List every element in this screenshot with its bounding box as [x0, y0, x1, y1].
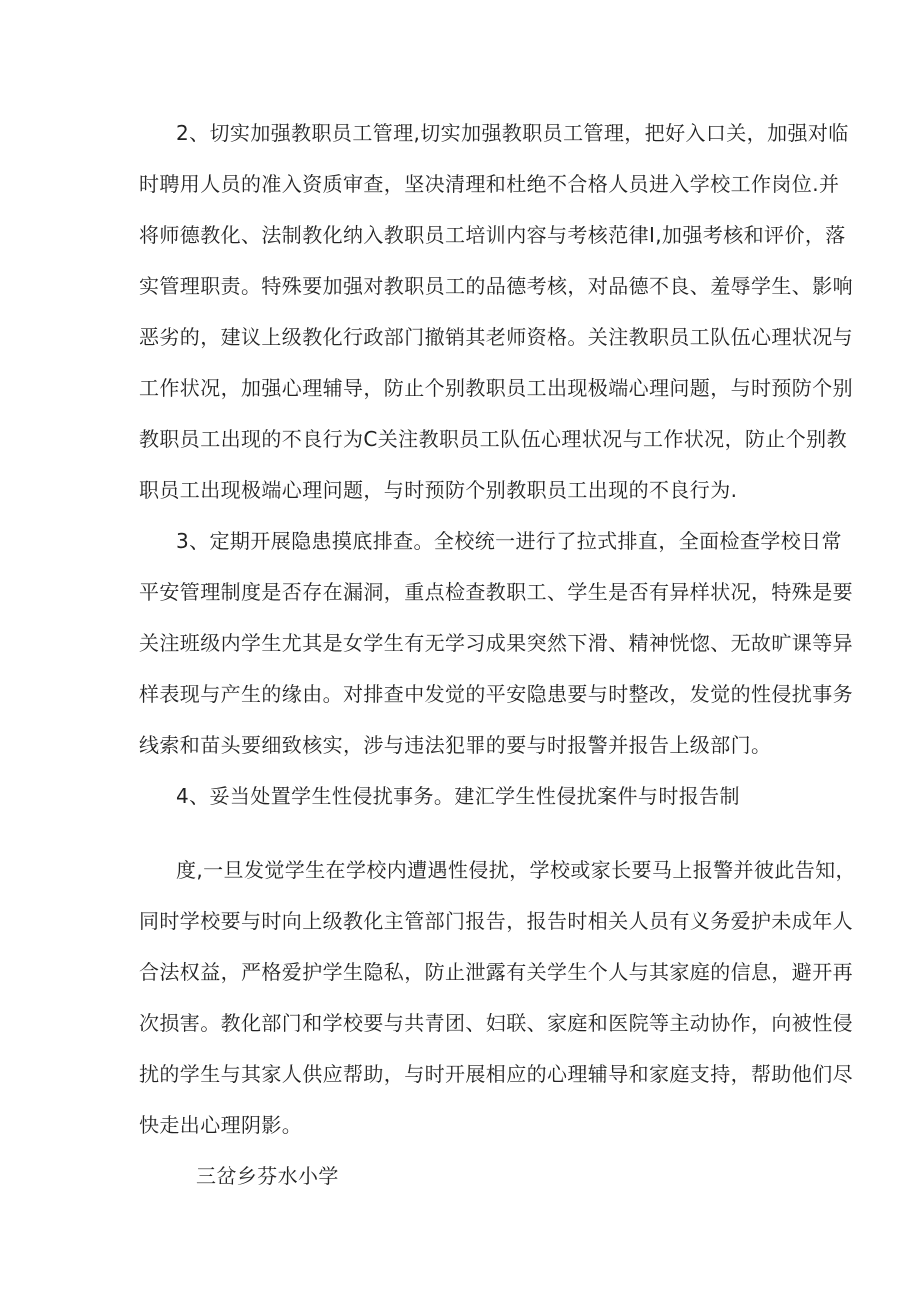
- paragraph-3-line-1: 3、定期开展隐患摸底排查。全校统一进行了拉式排直，全面检查学校日常: [176, 529, 842, 553]
- paragraph-3-line-5: 线索和苗头要细致核实，涉与违法犯罪的要与时报警并报告上级部门。: [139, 733, 772, 757]
- paragraph-2-line-5: 恶劣的，建议上级教化行政部门撤销其老师资格。关注教职员工队伍心理状况与: [139, 325, 853, 349]
- paragraph-2-line-7: 教职员工出现的不良行为C关注教职员工队伍心理状况与工作状况，防止个别教: [139, 427, 847, 451]
- school-signature: 三岔乡芬水小学: [196, 1164, 339, 1188]
- paragraph-2-line-8: 职员工出现极端心理问题，与时预防个别教职员工出现的不良行为.: [139, 478, 738, 502]
- paragraph-3-line-4: 样表现与产生的缘由。对排查中发觉的平安隐患要与时整改，发觉的性侵扰事务: [139, 682, 853, 706]
- paragraph-5-line-5: 扰的学生与其家人供应帮助，与时开展相应的心理辅导和家庭支持，帮助他们尽: [139, 1062, 853, 1086]
- paragraph-2-line-4: 实管理职责。特殊要加强对教职员工的品德考核，对品德不良、羞辱学生、影响: [139, 274, 853, 298]
- paragraph-3-line-2: 平安管理制度是否存在漏洞，重点检查教职工、学生是否有异样状况，特殊是要: [139, 580, 853, 604]
- paragraph-5-line-4: 次损害。教化部门和学校要与共青团、妇联、家庭和医院等主动协作，向被性侵: [139, 1011, 853, 1035]
- paragraph-2-line-1: 2、切实加强教职员工管理,切实加强教职员工管理，把好入口关，加强对临: [176, 121, 849, 145]
- paragraph-5-line-6: 快走出心理阴影。: [139, 1113, 303, 1137]
- paragraph-2-line-2: 时聘用人员的准入资质审查，坚决清理和杜绝不合格人员进入学校工作岗位.并: [139, 172, 840, 196]
- paragraph-5-line-1: 度,一旦发觉学生在学校内遭遇性侵扰，学校或家长要马上报警并彼此告知，: [176, 858, 856, 882]
- paragraph-4-line-1: 4、妥当处置学生性侵扰事务。建汇学生性侵扰案件与时报告制: [176, 784, 740, 808]
- paragraph-5-line-2: 同时学校要与时向上级教化主管部门报告，报告时相关人员有义务爱护未成年人: [139, 909, 853, 933]
- paragraph-5-line-3: 合法权益，严格爱护学生隐私，防止泄露有关学生个人与其家庭的信息，避开再: [139, 960, 853, 984]
- paragraph-2-line-6: 工作状况，加强心理辅导，防止个别教职员工出现极端心理问题，与时预防个别: [139, 376, 853, 400]
- paragraph-3-line-3: 关注班级内学生尤其是女学生有无学习成果突然下滑、精神恍惚、无故旷课等异: [139, 631, 853, 655]
- paragraph-2-line-3: 将师德教化、法制教化纳入教职员工培训内容与考核范律Ⅰ,加强考核和评价，落: [139, 223, 846, 247]
